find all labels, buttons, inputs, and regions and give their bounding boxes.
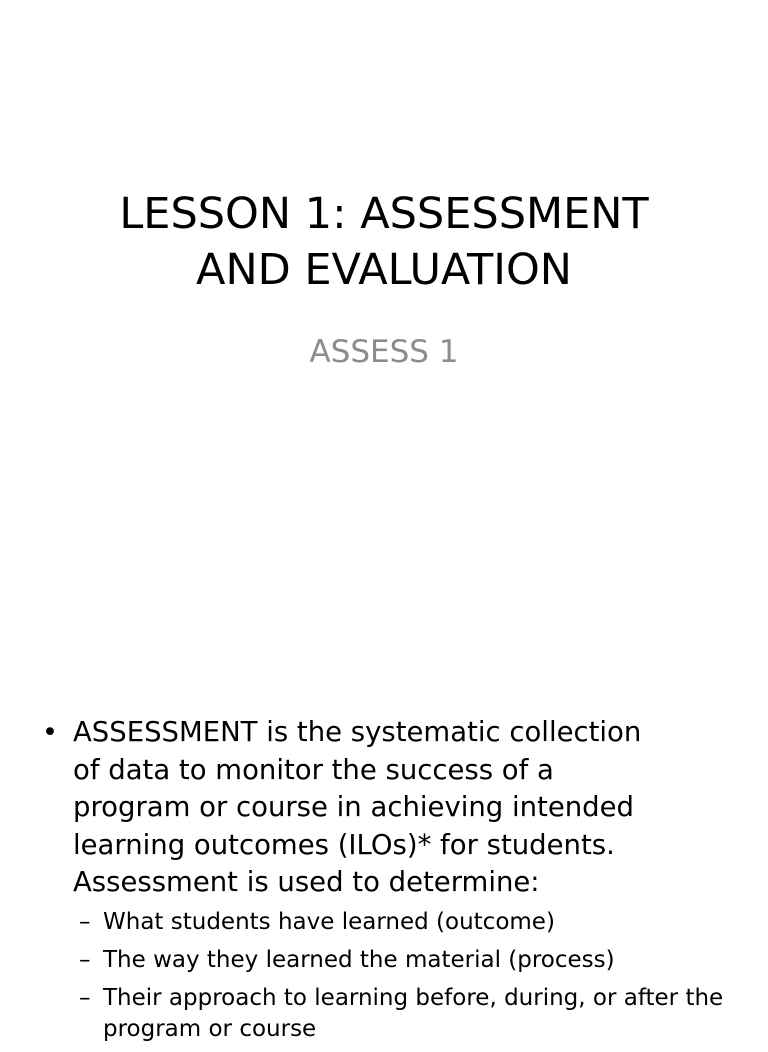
sub-bullet-marker: – [79,985,91,1011]
sub-bullet-list [79,907,739,1052]
slide-title: LESSON 1: ASSESSMENT AND EVALUATION [119,189,649,295]
sub-bullet-item [79,983,739,1045]
content-slide [0,576,768,1042]
sub-bullet-text: Their approach to learning before, during, or after the program or course [103,985,724,1042]
sub-bullet-text: What students have learned (outcome) [103,909,555,935]
sub-bullet-marker: – [79,947,91,973]
sub-bullet-item [79,907,739,938]
slide-subtitle: ASSESS 1 [309,334,459,370]
sub-bullet-marker: – [79,909,91,935]
bullet-marker: • [42,717,58,748]
sub-bullet-text: The way they learned the material (process) [103,947,615,973]
bullet-item [42,714,742,902]
bullet-text: ASSESSMENT is the systematic collection of data to monitor the success of a program or course in achieving intended learning outcomes (ILOs)* for students. Assessment is used to determine: [73,716,642,898]
sub-bullet-item [79,945,739,976]
